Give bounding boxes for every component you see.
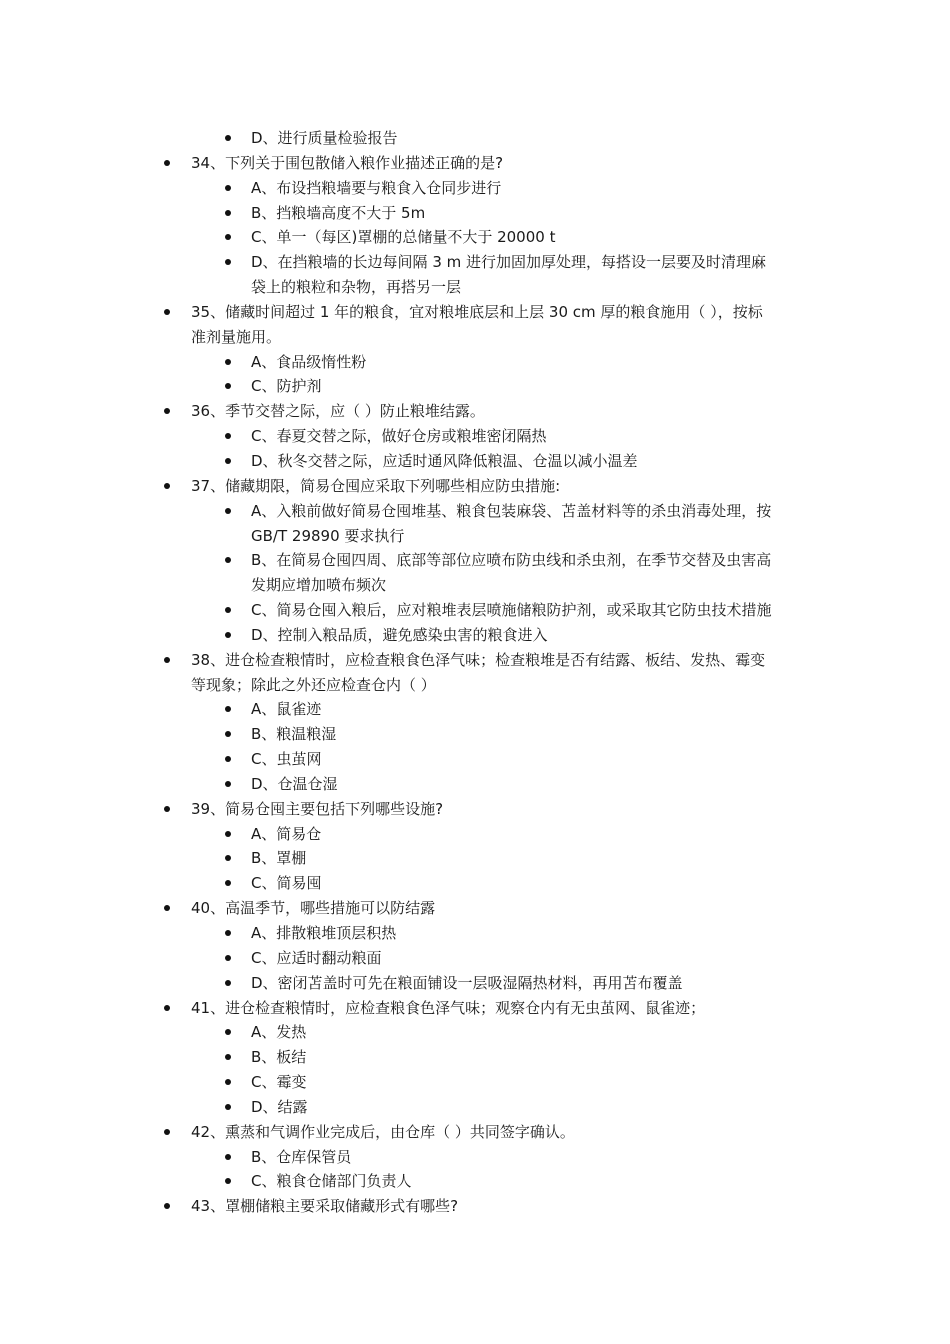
question-text: 37、储藏期限，简易仓囤应采取下列哪些相应防虫措施: — [191, 476, 561, 495]
bullet-icon — [164, 1005, 170, 1011]
bullet-icon — [225, 781, 231, 787]
option-item — [0, 1020, 950, 1045]
option-text: D、控制入粮品质，避免感染虫害的粮食进入 — [251, 625, 548, 644]
question-item — [0, 673, 950, 698]
bullet-icon — [225, 234, 231, 240]
option-item — [0, 921, 950, 946]
question-text: 36、季节交替之际，应（ ）防止粮堆结露。 — [191, 402, 485, 421]
option-item — [0, 1045, 950, 1070]
bullet-icon — [225, 1104, 231, 1110]
option-text: C、单一（每区)罩棚的总储量不大于 20000 t — [251, 228, 556, 247]
option-item — [0, 623, 950, 648]
bullet-icon — [164, 1129, 170, 1135]
option-item — [0, 250, 950, 275]
bullet-icon — [225, 1154, 231, 1160]
bullet-icon — [225, 508, 231, 514]
option-text: A、食品级惰性粉 — [251, 352, 367, 371]
question-text: 34、下列关于围包散储入粮作业描述正确的是? — [191, 153, 504, 172]
option-item — [0, 201, 950, 226]
bullet-icon — [225, 433, 231, 439]
option-text: D、在挡粮墙的长边每间隔 3 m 进行加固加厚处理，每搭设一层要及时清理麻 — [251, 253, 767, 272]
option-item — [0, 822, 950, 847]
option-text: D、秋冬交替之际，应适时通风降低粮温、仓温以减小温差 — [251, 451, 638, 470]
question-item — [0, 300, 950, 325]
bullet-icon — [225, 210, 231, 216]
question-item — [0, 1194, 950, 1219]
option-text: C、简易仓囤入粮后，应对粮堆表层喷施储粮防护剂，或采取其它防虫技术措施 — [251, 601, 772, 620]
bullet-icon — [225, 259, 231, 265]
option-item — [0, 722, 950, 747]
question-item — [0, 648, 950, 673]
option-text: B、罩棚 — [251, 849, 307, 868]
question-text: 39、简易仓囤主要包括下列哪些设施? — [191, 799, 444, 818]
option-item — [0, 1095, 950, 1120]
option-item — [0, 424, 950, 449]
bullet-icon — [225, 880, 231, 886]
bullet-icon — [225, 135, 231, 141]
question-text: 35、储藏时间超过 1 年的粮食，宜对粮堆底层和上层 30 cm 厚的粮食施用（ ），按标 — [191, 302, 763, 321]
question-text: 41、进仓检查粮情时，应检查粮食色泽气味；观察仓内有无虫茧网、鼠雀迹； — [191, 998, 706, 1017]
question-text: 43、罩棚储粮主要采取储藏形式有哪些? — [191, 1197, 459, 1216]
bullet-icon — [225, 831, 231, 837]
question-item — [0, 996, 950, 1021]
bullet-icon — [225, 955, 231, 961]
option-text: A、鼠雀迹 — [251, 700, 322, 719]
option-item — [0, 374, 950, 399]
bullet-icon — [225, 756, 231, 762]
option-item — [0, 946, 950, 971]
bullet-icon — [225, 706, 231, 712]
option-item — [0, 225, 950, 250]
bullet-icon — [225, 1178, 231, 1184]
bullet-icon — [225, 1079, 231, 1085]
question-item — [0, 151, 950, 176]
option-item — [0, 573, 950, 598]
bullet-icon — [225, 1029, 231, 1035]
option-item — [0, 524, 950, 549]
option-item — [0, 846, 950, 871]
option-text: D、进行质量检验报告 — [251, 129, 398, 147]
option-item — [0, 971, 950, 996]
option-text: C、简易囤 — [251, 874, 322, 893]
bullet-icon — [225, 607, 231, 613]
option-text: A、布设挡粮墙要与粮食入仓同步进行 — [251, 178, 502, 197]
bullet-icon — [225, 980, 231, 986]
option-item — [0, 275, 950, 300]
option-text: D、密闭苫盖时可先在粮面铺设一层吸湿隔热材料，再用苫布覆盖 — [251, 973, 683, 992]
bullet-icon — [225, 731, 231, 737]
bullet-icon — [164, 160, 170, 166]
option-text: A、入粮前做好简易仓囤堆基、粮食包装麻袋、苫盖材料等的杀虫消毒处理，按 — [251, 501, 772, 520]
bullet-icon — [225, 359, 231, 365]
option-text: B、挡粮墙高度不大于 5m — [251, 203, 426, 222]
question-text: 准剂量施用。 — [191, 327, 282, 346]
option-text: B、粮温粮湿 — [251, 725, 337, 744]
question-list — [0, 126, 950, 1219]
question-text: 等现象；除此之外还应检查仓内（ ） — [191, 675, 436, 694]
bullet-icon — [225, 1054, 231, 1060]
option-text: C、春夏交替之际，做好仓房或粮堆密闭隔热 — [251, 427, 547, 446]
bullet-icon — [164, 905, 170, 911]
option-text: A、简易仓 — [251, 824, 322, 843]
option-item — [0, 697, 950, 722]
option-text: A、发热 — [251, 1023, 307, 1042]
bullet-icon — [225, 855, 231, 861]
bullet-icon — [225, 458, 231, 464]
option-item — [0, 598, 950, 623]
option-item — [0, 1169, 950, 1194]
option-text: B、在简易仓囤四周、底部等部位应喷布防虫线和杀虫剂，在季节交替及虫害高 — [251, 551, 772, 570]
question-item — [0, 474, 950, 499]
question-item — [0, 797, 950, 822]
question-text: 38、进仓检查粮情时，应检查粮食色泽气味；检查粮堆是否有结露、板结、发热、霉变 — [191, 650, 766, 669]
bullet-icon — [225, 557, 231, 563]
option-item — [0, 871, 950, 896]
option-text: 袋上的粮粒和杂物，再搭另一层 — [251, 278, 462, 297]
question-item — [0, 325, 950, 350]
option-text: D、仓温仓湿 — [251, 774, 338, 793]
option-item — [0, 1070, 950, 1095]
option-item — [0, 1145, 950, 1170]
bullet-icon — [225, 930, 231, 936]
option-item — [0, 126, 950, 151]
option-item — [0, 772, 950, 797]
option-text: GB/T 29890 要求执行 — [251, 526, 405, 545]
bullet-icon — [164, 657, 170, 663]
option-text: C、霉变 — [251, 1073, 307, 1092]
option-text: B、仓库保管员 — [251, 1147, 352, 1166]
bullet-icon — [164, 408, 170, 414]
bullet-icon — [164, 483, 170, 489]
option-item — [0, 499, 950, 524]
option-text: 发期应增加喷布频次 — [251, 576, 387, 595]
option-text: D、结露 — [251, 1097, 308, 1116]
option-item — [0, 747, 950, 772]
question-item — [0, 399, 950, 424]
option-item — [0, 449, 950, 474]
option-item — [0, 350, 950, 375]
bullet-icon — [164, 806, 170, 812]
option-text: C、粮食仓储部门负责人 — [251, 1172, 412, 1191]
question-item — [0, 1120, 950, 1145]
option-text: A、排散粮堆顶层积热 — [251, 924, 397, 942]
question-text: 40、高温季节，哪些措施可以防结露 — [191, 899, 436, 918]
option-item — [0, 548, 950, 573]
option-text: C、虫茧网 — [251, 750, 322, 769]
option-text: C、应适时翻动粮面 — [251, 948, 382, 967]
bullet-icon — [225, 632, 231, 638]
question-item — [0, 896, 950, 921]
question-text: 42、熏蒸和气调作业完成后，由仓库（ ）共同签字确认。 — [191, 1122, 575, 1141]
bullet-icon — [225, 383, 231, 389]
bullet-icon — [164, 309, 170, 315]
option-text: C、防护剂 — [251, 377, 322, 396]
bullet-icon — [225, 185, 231, 191]
option-item — [0, 176, 950, 201]
bullet-icon — [164, 1203, 170, 1209]
option-text: B、板结 — [251, 1048, 307, 1067]
